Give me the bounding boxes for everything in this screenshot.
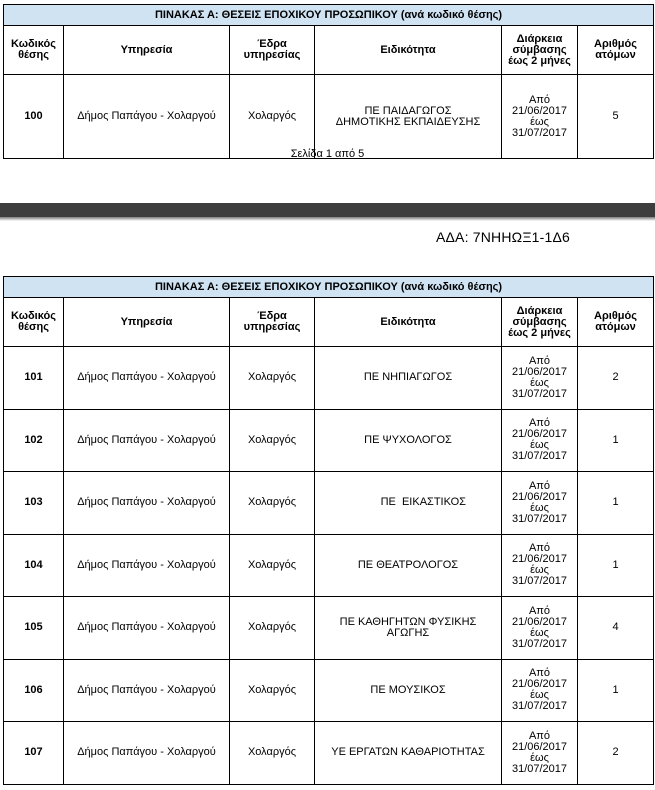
table-body	[4, 347, 654, 785]
cell-service: Δήμος Παπάγου - Χολαργού	[64, 722, 230, 785]
table-title-row	[4, 277, 654, 298]
cell-code: 104	[4, 534, 64, 597]
positions-table-page1	[3, 4, 654, 159]
cell-seat: Χολαργός	[230, 347, 315, 410]
header-service: Υπηρεσία	[64, 26, 230, 75]
cell-duration: Από 21/06/2017 έως 31/07/2017	[502, 472, 578, 535]
cell-duration: Από 21/06/2017 έως 31/07/2017	[502, 659, 578, 722]
table-title-row	[4, 5, 654, 26]
cell-seat: Χολαργός	[230, 722, 315, 785]
cell-seat: Χολαργός	[230, 597, 315, 660]
cell-seat: Χολαργός	[230, 659, 315, 722]
cell-service: Δήμος Παπάγου - Χολαργού	[64, 75, 230, 159]
table-row	[4, 75, 654, 159]
table-row	[4, 597, 654, 660]
table-row	[4, 722, 654, 785]
cell-count: 2	[578, 347, 654, 410]
page-number-footer: Σελίδα 1 από 5	[290, 148, 365, 160]
table-row	[4, 347, 654, 410]
cell-count: 1	[578, 534, 654, 597]
table-row	[4, 659, 654, 722]
cell-duration: Από 21/06/2017 έως 31/07/2017	[502, 409, 578, 472]
table-header-row	[4, 26, 654, 75]
cell-count: 4	[578, 597, 654, 660]
header-specialty: Ειδικότητα	[315, 26, 502, 75]
header-duration: Διάρκεια σύμβασης έως 2 μήνες	[502, 298, 578, 347]
cell-specialty: ΠΕ ΚΑΘΗΓΗΤΩΝ ΦΥΣΙΚΗΣ ΑΓΩΓΗΣ	[315, 597, 502, 660]
cell-service: Δήμος Παπάγου - Χολαργού	[64, 472, 230, 535]
cell-specialty: ΥΕ ΕΡΓΑΤΩΝ ΚΑΘΑΡΙΟΤΗΤΑΣ	[315, 722, 502, 785]
cell-service: Δήμος Παπάγου - Χολαργού	[64, 659, 230, 722]
cell-duration: Από 21/06/2017 έως 31/07/2017	[502, 75, 578, 159]
header-duration: Διάρκεια σύμβασης έως 2 μήνες	[502, 26, 578, 75]
cell-code: 102	[4, 409, 64, 472]
cell-code: 106	[4, 659, 64, 722]
table-row	[4, 409, 654, 472]
cell-duration: Από 21/06/2017 έως 31/07/2017	[502, 347, 578, 410]
cell-count: 5	[578, 75, 654, 159]
table-header-row	[4, 298, 654, 347]
cell-duration: Από 21/06/2017 έως 31/07/2017	[502, 722, 578, 785]
table-title: ΠΙΝΑΚΑΣ Α: ΘΕΣΕΙΣ ΕΠΟΧΙΚΟΥ ΠΡΟΣΩΠΙΚΟΥ (ανά κωδικό θέσης)	[4, 277, 654, 298]
header-specialty: Ειδικότητα	[315, 298, 502, 347]
cell-duration: Από 21/06/2017 έως 31/07/2017	[502, 597, 578, 660]
cell-specialty: ΠΕ ΠΑΙΔΑΓΩΓΟΣ ΔΗΜΟΤΙΚΗΣ ΕΚΠΑΙΔΕΥΣΗΣ	[315, 75, 502, 159]
cell-service: Δήμος Παπάγου - Χολαργού	[64, 347, 230, 410]
header-count: Αριθμός ατόμων	[578, 26, 654, 75]
cell-specialty: ΠΕ ΘΕΑΤΡΟΛΟΓΟΣ	[315, 534, 502, 597]
cell-code: 101	[4, 347, 64, 410]
cell-count: 2	[578, 722, 654, 785]
header-seat: Έδρα υπηρεσίας	[230, 26, 315, 75]
header-seat: Έδρα υπηρεσίας	[230, 298, 315, 347]
ada-code: ΑΔΑ: 7ΝΗΗΩΞ1-1Δ6	[435, 229, 570, 245]
table-title: ΠΙΝΑΚΑΣ Α: ΘΕΣΕΙΣ ΕΠΟΧΙΚΟΥ ΠΡΟΣΩΠΙΚΟΥ (ανά κωδικό θέσης)	[4, 5, 654, 26]
cell-seat: Χολαργός	[230, 534, 315, 597]
header-service: Υπηρεσία	[64, 298, 230, 347]
cell-seat: Χολαργός	[230, 472, 315, 535]
cell-count: 1	[578, 472, 654, 535]
header-code: Κωδικός θέσης	[4, 26, 64, 75]
cell-specialty: ΠΕ ΜΟΥΣΙΚΟΣ	[315, 659, 502, 722]
cell-specialty: ΠΕ ΕΙΚΑΣΤΙΚΟΣ	[315, 472, 502, 535]
page-separator-shadow	[0, 217, 655, 221]
cell-code: 100	[4, 75, 64, 159]
page-separator	[0, 203, 655, 217]
cell-specialty: ΠΕ ΨΥΧΟΛΟΓΟΣ	[315, 409, 502, 472]
cell-seat: Χολαργός	[230, 75, 315, 159]
cell-duration: Από 21/06/2017 έως 31/07/2017	[502, 534, 578, 597]
cell-seat: Χολαργός	[230, 409, 315, 472]
cell-specialty: ΠΕ ΝΗΠΙΑΓΩΓΟΣ	[315, 347, 502, 410]
cell-code: 103	[4, 472, 64, 535]
cell-code: 107	[4, 722, 64, 785]
cell-service: Δήμος Παπάγου - Χολαργού	[64, 409, 230, 472]
cell-service: Δήμος Παπάγου - Χολαργού	[64, 534, 230, 597]
cell-count: 1	[578, 409, 654, 472]
table-row	[4, 472, 654, 535]
cell-service: Δήμος Παπάγου - Χολαργού	[64, 597, 230, 660]
cell-code: 105	[4, 597, 64, 660]
header-count: Αριθμός ατόμων	[578, 298, 654, 347]
positions-table-page2	[3, 276, 654, 785]
header-code: Κωδικός θέσης	[4, 298, 64, 347]
cell-count: 1	[578, 659, 654, 722]
table-row	[4, 534, 654, 597]
